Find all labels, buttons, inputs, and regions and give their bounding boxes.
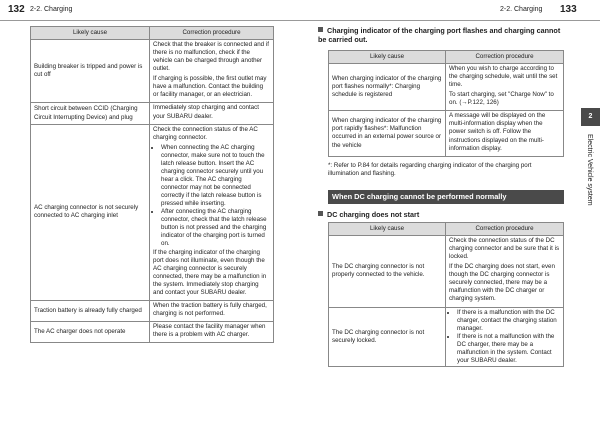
table-row — [31, 124, 274, 300]
fix-cell — [150, 124, 274, 300]
list-item: • If there is a malfunction with the DC charger, contact the charging station manager. — [457, 309, 560, 333]
table-header-row — [329, 223, 564, 236]
left-troubleshooting-table — [30, 26, 274, 343]
table-row — [329, 111, 564, 156]
table-row — [329, 236, 564, 308]
cause-cell: Traction battery is already fully charged — [31, 300, 150, 321]
fix-cell — [446, 111, 564, 156]
fix-text: Check the connection status of the AC charging connector. — [153, 125, 258, 141]
right-page-number: 133 — [560, 4, 577, 15]
square-bullet-icon — [318, 211, 323, 216]
cause-cell: AC charging connector is not securely connected to AC charging inlet — [31, 124, 150, 300]
fix-cell — [150, 103, 274, 124]
fix-cell — [446, 64, 564, 111]
col-likely-cause: Likely cause — [329, 51, 446, 64]
dc-charging-table — [328, 222, 564, 367]
fix-text: If the DC charging does not start, even though the DC charging connector is securely connected, there may be a malfunction with the DC charger or charging system. — [449, 263, 555, 303]
col-likely-cause: Likely cause — [329, 223, 446, 236]
fix-text: When you wish to charge according to the charging schedule, wait until the set time. — [449, 65, 558, 89]
right-section-title: 2-2. Charging — [500, 6, 543, 13]
left-section-title: 2-2. Charging — [30, 6, 73, 13]
chapter-side-label: Electric Vehicle system — [586, 134, 593, 206]
col-likely-cause: Likely cause — [31, 27, 150, 40]
fix-bullet-list — [449, 309, 560, 365]
fix-cell — [150, 322, 274, 343]
left-page-header — [0, 0, 300, 21]
cause-cell: The AC charger does not operate — [31, 322, 150, 343]
table-row — [31, 40, 274, 103]
fix-text: Check that the breaker is connected and if there is no malfunction, check if the vehicle can be charged through another outlet. — [153, 41, 269, 73]
fix-cell — [150, 300, 274, 321]
fix-bullet-list — [153, 144, 270, 249]
table-row — [31, 300, 274, 321]
fix-text: When the traction battery is fully charged, charging is not performed. — [153, 301, 267, 317]
fix-text: If charging is possible, the first outlet may have a malfunction. Contact the building or facility manager, or an electrician. — [153, 75, 267, 99]
cause-cell: The DC charging connector is not securely locked. — [329, 307, 446, 366]
list-item: • After connecting the AC charging connector, check that the latch release button is not pressed and the charging indicator of the charging port is turned on. — [161, 208, 270, 248]
table-row — [329, 307, 564, 366]
table-header-row — [31, 27, 274, 40]
section-bar-dc-charging: When DC charging cannot be performed normally — [328, 190, 564, 204]
fix-text: Check the connection status of the DC charging connector and be sure that it is locked. — [449, 237, 560, 261]
cause-cell: When charging indicator of the charging port flashes normally*: Charging schedule is registered — [329, 64, 446, 111]
col-correction-procedure: Correction procedure — [446, 51, 564, 64]
flashing-table — [328, 50, 564, 157]
list-item: • If there is not a malfunction with the DC charger, there may be a malfunction in the system. Contact your SUBARU dealer. — [457, 333, 560, 365]
cause-cell: Building breaker is tripped and power is cut off — [31, 40, 150, 103]
cause-cell: The DC charging connector is not properly connected to the vehicle. — [329, 236, 446, 308]
fix-text: To start charging, set "Charge Now" to on. (→P.122, 126) — [449, 91, 554, 107]
section-heading-flashing: Charging indicator of the charging port flashes and charging cannot be carried out. — [318, 26, 561, 44]
footnote: *: Refer to P.84 for details regarding charging indicator of the charging port illumination and flashing. — [328, 162, 532, 178]
col-correction-procedure: Correction procedure — [446, 223, 564, 236]
square-bullet-icon — [318, 27, 323, 32]
table-row — [31, 103, 274, 124]
fix-text: A message will be displayed on the multi-information display when the power switch is off. Follow the instructions displayed on the multi-information display. — [449, 112, 546, 152]
fix-cell — [446, 307, 564, 366]
fix-text: Please contact the facility manager when there is a problem with AC charger. — [153, 323, 266, 339]
right-page-header — [300, 0, 600, 21]
section-heading-dc: DC charging does not start — [318, 210, 568, 219]
col-correction-procedure: Correction procedure — [150, 27, 274, 40]
fix-text: Immediately stop charging and contact your SUBARU dealer. — [153, 104, 259, 120]
fix-cell — [150, 40, 274, 103]
table-row — [329, 64, 564, 111]
cause-cell: Short circuit between CCID (Charging Circuit Interrupting Device) and plug — [31, 103, 150, 124]
list-item: • When connecting the AC charging connector, make sure not to touch the latch release button. Insert the AC charging connector securely until you hear a click. The AC charging connector may not be connected correctly if the latch release button is pressed while inserting. — [161, 144, 270, 209]
cause-cell: When charging indicator of the charging port rapidly flashes*: Malfunction occurred in an external power source or the vehicle — [329, 111, 446, 156]
chapter-tab: 2 — [581, 108, 600, 126]
left-page-number: 132 — [8, 4, 25, 15]
table-row — [31, 322, 274, 343]
fix-cell — [446, 236, 564, 308]
fix-text: If the charging indicator of the charging port does not illuminate, even though the AC charging connector is securely connected, there may be a malfunction in the system. Immediately stop charging and contact your SUBARU dealer. — [153, 248, 267, 296]
table-header-row — [329, 51, 564, 64]
